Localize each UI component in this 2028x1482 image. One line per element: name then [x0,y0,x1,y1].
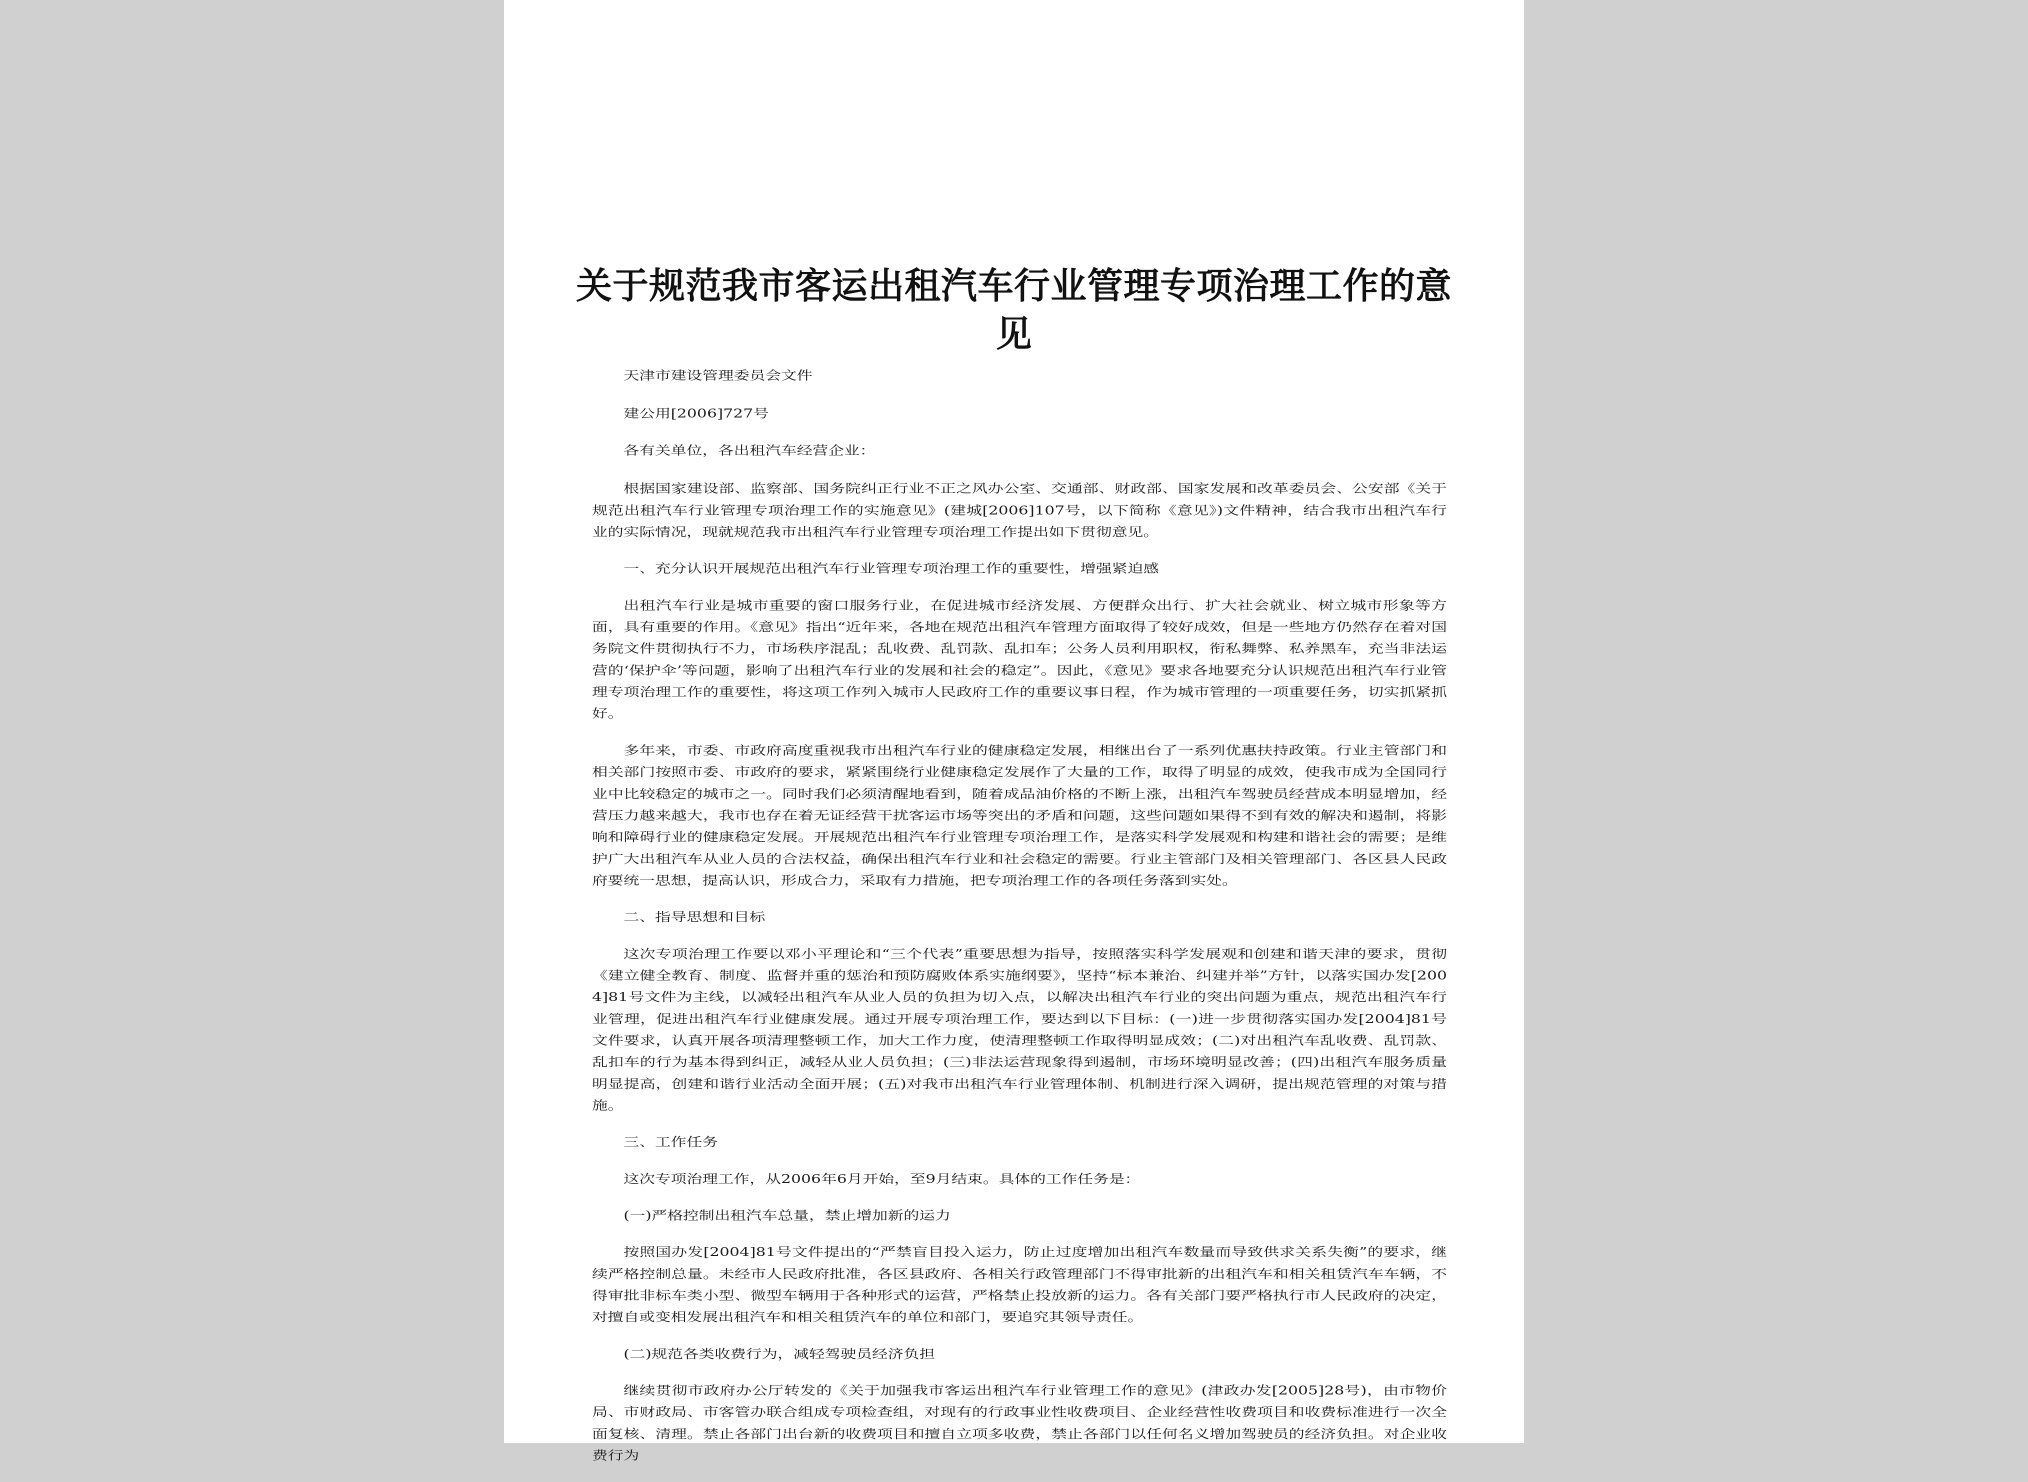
section-3-heading: 三、工作任务 [623,1135,718,1149]
section-3-paragraph-1: 这次专项治理工作，从2006年6月开始，至9月结束。具体的工作任务是： [623,1171,1141,1186]
task-1-paragraph: 按照国办发[2004]81号文件提出的“严禁盲目投入运力，防止过度增加出租汽车数量而导致供求关系失衡”的要求，继续严格控制总量。未经市人民政府批准，各区县政府、各相关行政管理部门不得审批新的出租汽车和相关租赁汽车车辆，不得审批非标车类小型、微型车辆用于各种形式的运营，严格禁止投放新的运力。各有关部门要严格执行市人民政府的决定，对擅自或变相发展出租汽车和相关租赁汽车的单位和部门，要追究其领导责任。 [592,1245,1447,1324]
section-1-heading: 一、充分认识开展规范出租汽车行业管理专项治理工作的重要性，增强紧迫感 [623,561,1159,576]
task-2-paragraph: 继续贯彻市政府办公厅转发的《关于加强我市客运出租汽车行业管理工作的意见》(津政办发[2005]28号)，由市物价局、市财政局、市客管办联合组成专项检查组，对现有的行政事业性收费项目、企业经营性收费项目和收费标准进行一次全面复核、清理。禁止各部门出台新的收费项目和擅自立项多收费，禁止各部门以任何名义增加驾驶员的经济负担。对企业收费行为 [592,1383,1447,1463]
section-2-heading: 二、指导思想和目标 [623,910,766,924]
section-1-paragraph-1: 出租汽车行业是城市重要的窗口服务行业，在促进城市经济发展、方便群众出行、扩大社会就业、树立城市形象等方面，具有重要的作用。《意见》指出“近年来，各地在规范出租汽车管理方面取得了较好成效，但是一些地方仍然存在着对国务院文件贯彻执行不力，市场秩序混乱；乱收费、乱罚款、乱扣车；公务人员利用职权，衔私舞弊、私养黑车，充当非法运营的‘保护伞’等问题，影响了出租汽车行业的发展和社会的稳定”。因此，《意见》要求各地要充分认识规范出租汽车行业管理专项治理工作的重要性，将这项工作列入城市人民政府工作的重要议事日程，作为城市管理的一项重要任务，切实抓紧抓好。 [592,598,1447,721]
task-2-heading: (二)规范各类收费行为，减轻驾驶员经济负担 [623,1347,936,1361]
salutation: 各有关单位，各出租汽车经营企业： [623,444,876,458]
document-body [592,366,1447,1482]
document-page [504,0,1524,1463]
task-1-heading: (一)严格控制出租汽车总量，禁止增加新的运力 [623,1208,951,1223]
section-2-paragraph-1: 这次专项治理工作要以邓小平理论和“三个代表”重要思想为指导，按照落实科学发展观和创建和谐天津的要求，贯彻《建立健全教育、制度、监督并重的惩治和预防腐败体系实施纲要》，坚持“标本兼治、纠建并举”方针，以落实国办发[2004]81号文件为主线，以减轻出租汽车从业人员的负担为切入点，以解决出租汽车行业的突出问题为重点，规范出租汽车行业管理，促进出租汽车行业健康发展。通过开展专项治理工作，要达到以下目标：(一)进一步贯彻落实国办发[2004]81号文件要求，认真开展各项清理整顿工作，加大工作力度，使清理整顿工作取得明显成效；(二)对出租汽车乱收费、乱罚款、乱扣车的行为基本得到纠正，减轻从业人员负担；(三)非法运营现象得到遏制，市场环境明显改善；(四)出租汽车服务质量明显提高，创建和谐行业活动全面开展；(五)对我市出租汽车行业管理体制、机制进行深入调研，提出规范管理的对策与措施。 [592,946,1447,1112]
issuer-line: 天津市建设管理委员会文件 [623,369,813,383]
document-title: 关于规范我市客运出租汽车行业管理专项治理工作的意见 [575,265,1452,355]
intro-paragraph: 根据国家建设部、监察部、国务院纠正行业不正之风办公室、交通部、财政部、国家发展和改革委员会、公安部《关于规范出租汽车行业管理专项治理工作的实施意见》(建城[2006]107号，以下简称《意见》)文件精神，结合我市出租汽车行业的实际情况，现就规范我市出租汽车行业管理专项治理工作提出如下贯彻意见。 [592,481,1447,539]
document-number: 建公用[2006]727号 [623,406,769,421]
section-1-paragraph-2: 多年来，市委、市政府高度重视我市出租汽车行业的健康稳定发展，相继出台了一系列优惠扶持政策。行业主管部门和相关部门按照市委、市政府的要求，紧紧围绕行业健康稳定发展作了大量的工作，取得了明显的成效，使我市成为全国同行业中比较稳定的城市之一。同时我们必须清醒地看到，随着成品油价格的不断上涨，出租汽车驾驶员经营成本明显增加，经营压力越来越大，我市也存在着无证经营干扰客运市场等突出的矛盾和问题，这些问题如果得不到有效的解决和遏制，将影响和障碍行业的健康稳定发展。开展规范出租汽车行业管理专项治理工作，是落实科学发展观和构建和谐社会的需要；是维护广大出租汽车从业人员的合法权益，确保出租汽车行业和社会稳定的需要。行业主管部门及相关管理部门、各区县人民政府要统一思想，提高认识，形成合力，采取有力措施，把专项治理工作的各项任务落到实处。 [592,743,1447,887]
